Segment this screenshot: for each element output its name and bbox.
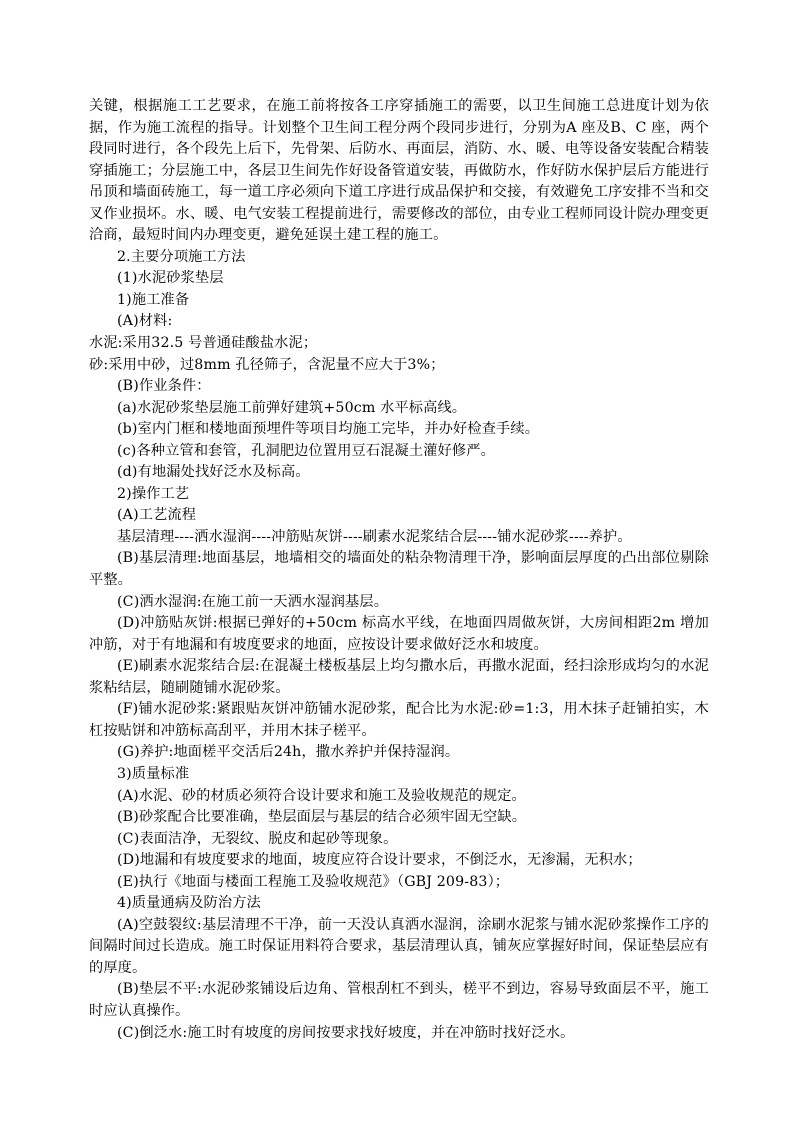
list-item: (E)刷素水泥浆结合层:在混凝土楼板基层上均匀撒水后，再撒水泥面，经扫涂形成均匀的水泥浆粘结层，随刷随铺水泥砂浆。: [89, 658, 709, 696]
list-item: (D)冲筋贴灰饼:根据已弹好的+50cm 标高水平线，在地面四周做灰饼，大房间相距2m 增加冲筋，对于有地漏和有坡度要求的地面，应按设计要求做好泛水和坡度。: [89, 615, 709, 653]
list-item: (C)洒水湿润:在施工前一天洒水湿润基层。: [117, 593, 389, 610]
list-item: (C)倒泛水:施工时有坡度的房间按要求找好坡度，并在冲筋时找好泛水。: [117, 1024, 575, 1041]
list-item: (C)表面洁净，无裂纹、脱皮和起砂等现象。: [117, 830, 398, 847]
list-item: (c)各种立管和套管，孔洞肥边位置用豆石混凝土灌好修严。: [117, 442, 495, 459]
list-item: (A)材料:: [117, 313, 173, 330]
list-item: (a)水泥砂浆垫层施工前弹好建筑+50cm 水平标高线。: [117, 399, 467, 416]
list-item: (B)垫层不平:水泥砂浆铺设后边角、管根刮杠不到头，槎平不到边，容易导致面层不平，施工时应认真操作。: [89, 981, 709, 1019]
list-item: (A)工艺流程: [117, 507, 197, 524]
subsection-heading: (1)水泥砂浆垫层: [117, 270, 224, 287]
paragraph: 砂:采用中砂，过8mm 孔径筛子，含泥量不应大于3%；: [89, 356, 445, 373]
subsection-heading: 1)施工准备: [117, 291, 190, 308]
subsection-heading: 4)质量通病及防治方法: [117, 895, 261, 912]
document-body: [89, 96, 709, 1044]
list-item: (d)有地漏处找好泛水及标高。: [117, 464, 310, 481]
list-item: (D)地漏和有坡度要求的地面，坡度应符合设计要求，不倒泛水，无渗漏，无积水；: [117, 852, 642, 869]
list-item: (B)作业条件：: [117, 378, 211, 395]
list-item: (B)砂浆配合比要准确，垫层面层与基层的结合必须牢固无空缺。: [117, 809, 527, 826]
list-item: (F)铺水泥砂浆:紧跟贴灰饼冲筋铺水泥砂浆，配合比为水泥:砂=1:3，用木抹子赶铺拍实，木杠按贴饼和冲筋标高刮平，并用木抹子槎平。: [89, 701, 709, 739]
paragraph: 水泥:采用32.5 号普通硅酸盐水泥；: [89, 335, 318, 352]
paragraph: 关键，根据施工工艺要求，在施工前将按各工序穿插施工的需要，以卫生间施工总进度计划为依据，作为施工流程的指导。计划整个卫生间工程分两个段同步进行，分别为A 座及B、C 座，两个段同时进行，各个段先上后下，先骨架、后防水、再面层，消防、水、暖、电等设备安装配合精装穿插施工；分层施工中，各层卫生间先作好设备管道安装，再做防水，作好防水保护层后方能进行吊顶和墙面砖施工，每一道工序必须向下道工序进行成品保护和交接，有效避免工序安排不当和交叉作业损坏。水、暖、电气安装工程提前进行，需要修改的部位，由专业工程师同设计院办理变更洽商，最短时间内办理变更，避免延误土建工程的施工。: [89, 98, 709, 244]
list-item: (B)基层清理:地面基层，地墙相交的墙面处的粘杂物清理干净，影响面层厚度的凸出部位剔除平整。: [89, 550, 709, 589]
list-item: (G)养护:地面槎平交活后24h，撒水养护并保持湿润。: [117, 744, 460, 761]
list-item: (E)执行《地面与楼面工程施工及验收规范》（GBJ 209-83）；: [117, 873, 510, 890]
subsection-heading: 2)操作工艺: [117, 485, 190, 502]
list-item: (A)空鼓裂纹:基层清理不干净，前一天没认真洒水湿润，涂刷水泥浆与铺水泥砂浆操作工序的间隔时间过长造成。施工时保证用料符合要求，基层清理认真，铺灰应掌握好时间，保证垫层应有的厚度。: [89, 916, 709, 976]
process-flow: 基层清理----洒水湿润----冲筋贴灰饼----刷素水泥浆结合层----铺水泥砂浆----养护。: [117, 528, 632, 545]
subsection-heading: 3)质量标准: [117, 765, 190, 782]
list-item: (b)室内门框和楼地面预埋件等项目均施工完毕，并办好检查手续。: [117, 421, 540, 438]
section-heading: 2.主要分项施工方法: [117, 248, 246, 265]
list-item: (A)水泥、砂的材质必须符合设计要求和施工及验收规范的规定。: [117, 787, 526, 804]
